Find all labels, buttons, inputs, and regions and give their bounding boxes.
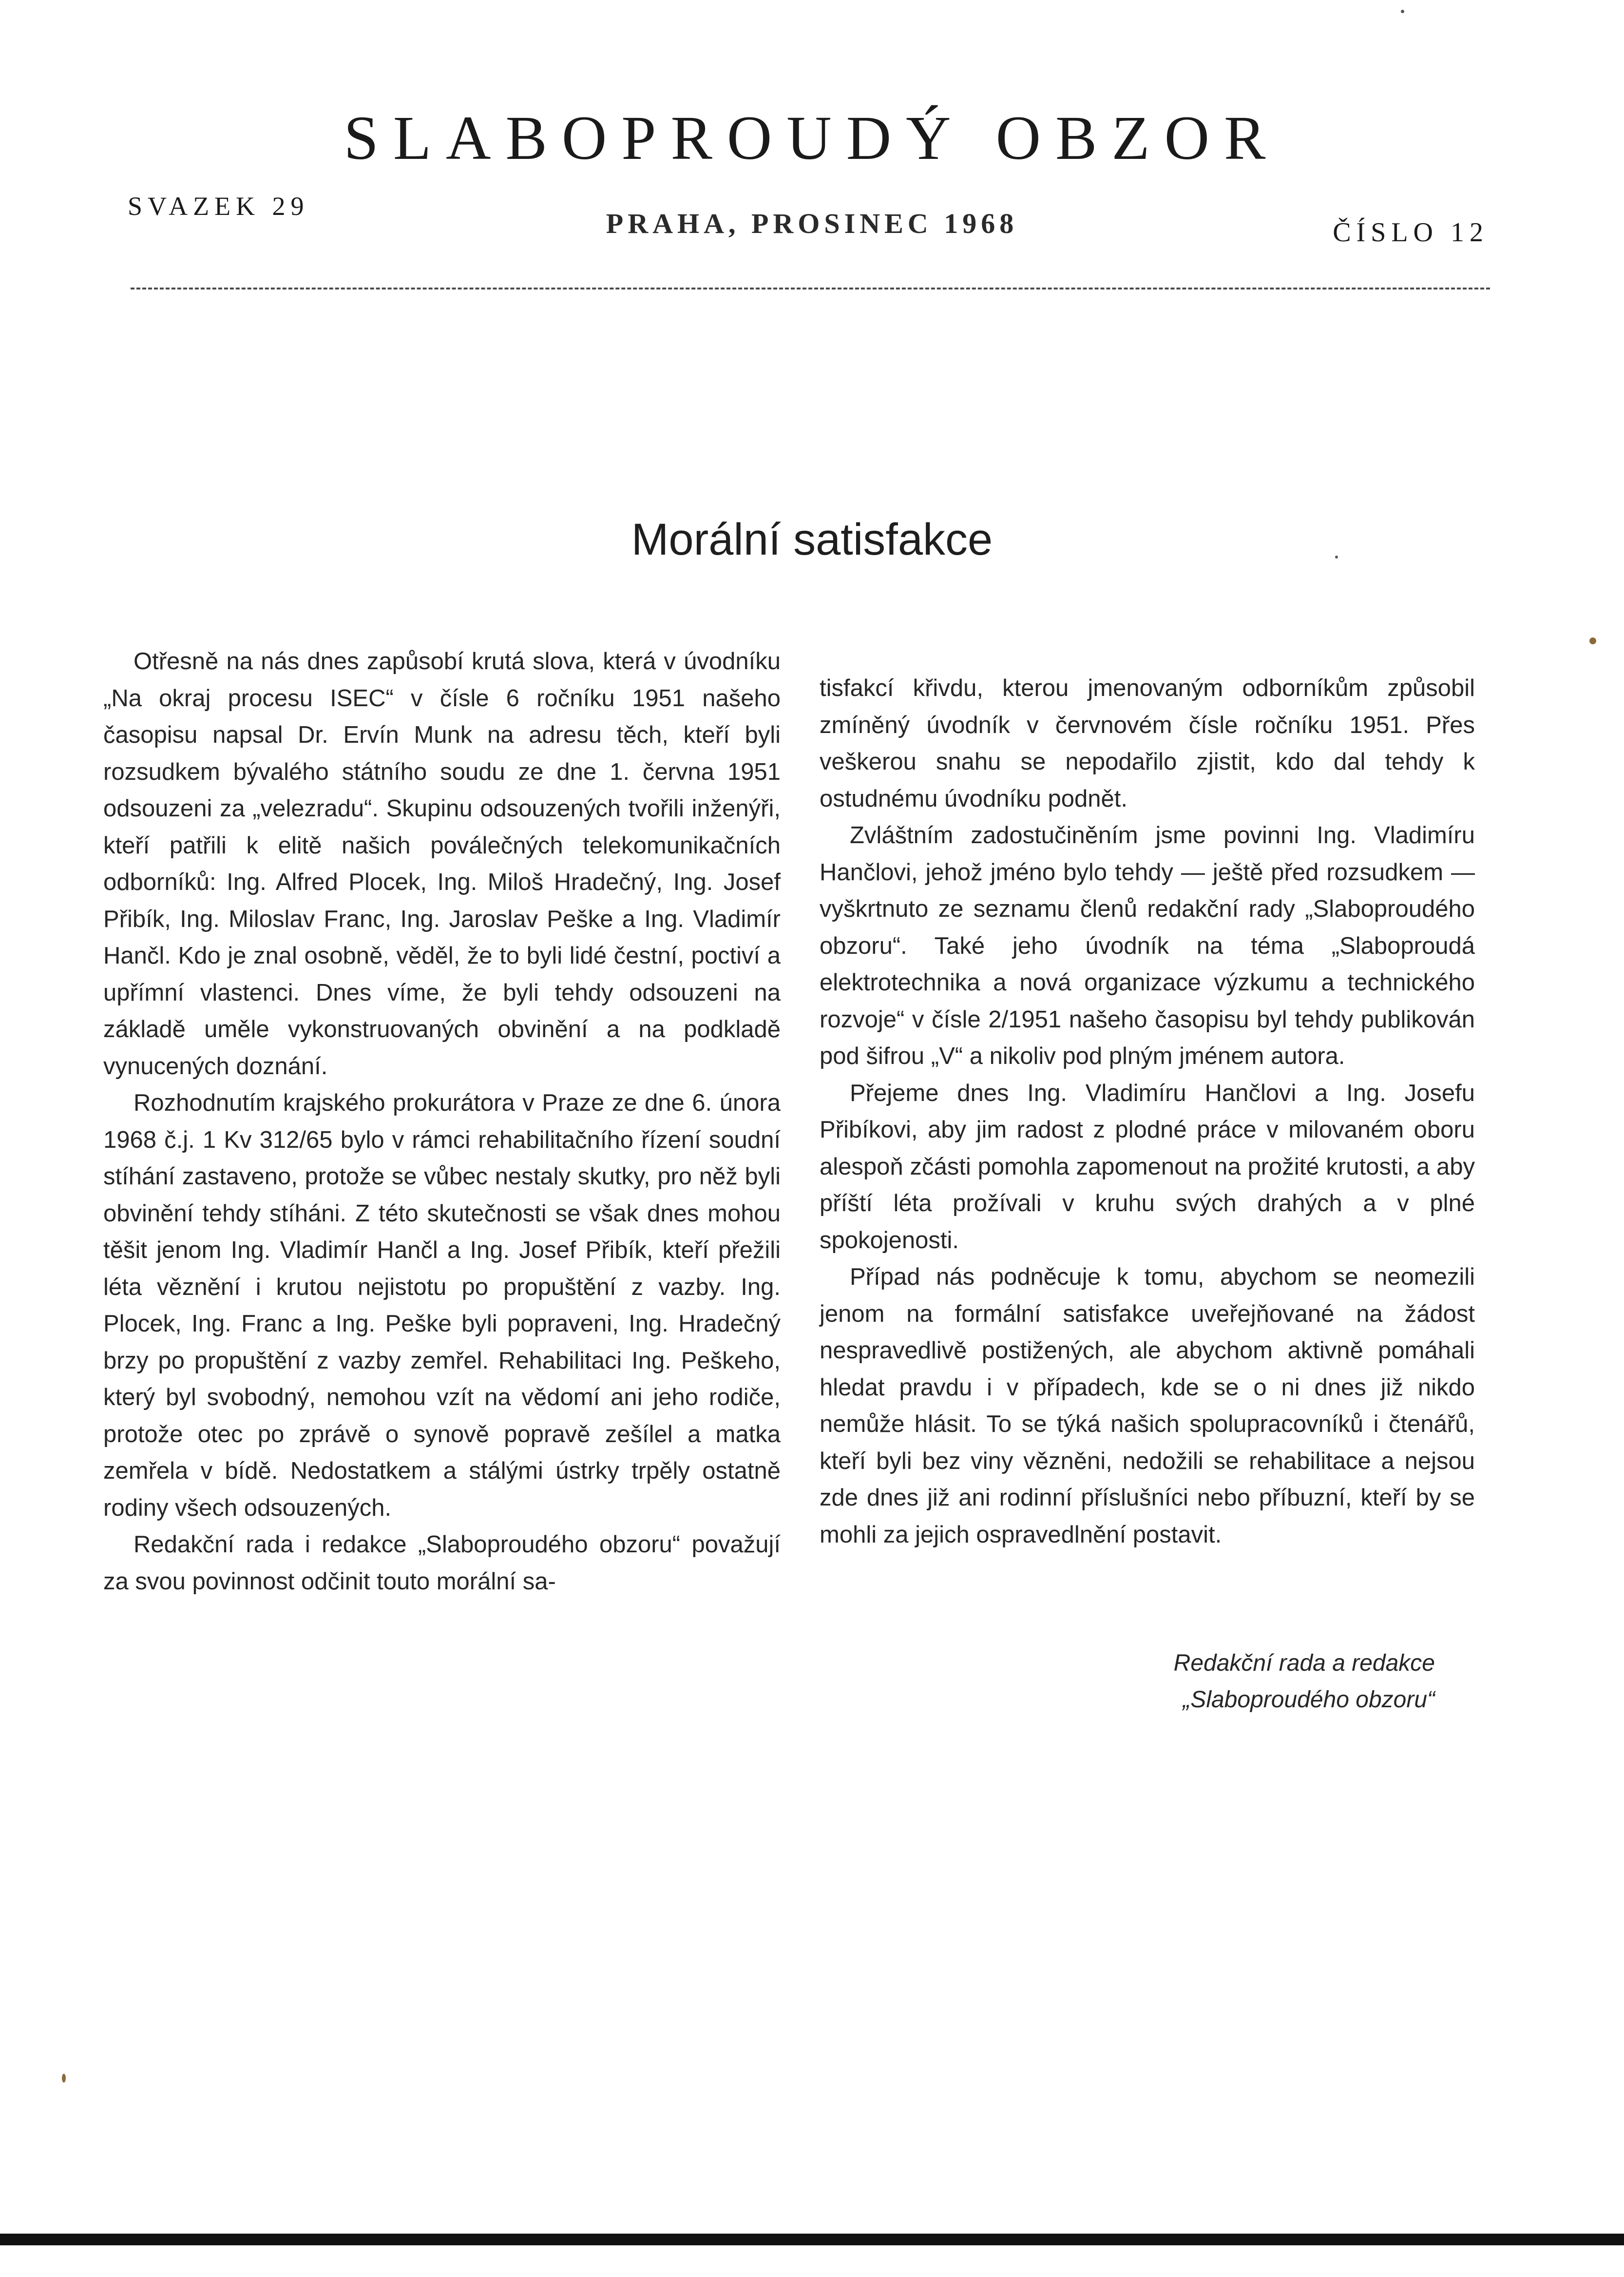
scan-speck — [1401, 10, 1404, 13]
paragraph: tisfakcí křivdu, kterou jmenovaným odborníkům způsobil zmíněný úvodník v červnovém čísle ročníku 1951. Přes veškerou snahu se nepodařilo zjistit, kdo dal tehdy k ostudnému úvodníku podnět. — [820, 675, 1475, 812]
journal-title: SLABOPROUDÝ OBZOR — [344, 103, 1280, 173]
paragraph: Zvláštním zadostučiněním jsme povinni Ing. Vladimíru Hančlovi, jehož jméno bylo tehdy — ještě před rozsudkem — vyškrtnuto ze seznamu členů redakční rady „Slaboproudého obzoru“. Také jeho úvodník na téma „Slaboproudá elektrotechnika a nová organizace výzkumu a technického rozvoje“ v čísle 2/1951 našeho časopisu byl tehdy publikován pod šifrou „V“ a nikoliv pod plným jménem autora. — [820, 822, 1475, 1069]
volume-label: SVAZEK 29 — [128, 192, 309, 221]
header-divider — [131, 288, 1490, 289]
scan-edge-bar — [0, 2234, 1624, 2245]
paragraph: Otřesně na nás dnes zapůsobí krutá slova, která v úvodníku „Na okraj procesu ISEC“ v čísle 6 ročníku 1951 našeho časopisu napsal Dr. Ervín Munk na adresu těch, kteří byli rozsudkem bývalého státního soudu ze dne 1. června 1951 odsouzeni za „velezradu“. Skupinu odsouzených tvořili inženýři, kteří patřili k elitě našich poválečných telekomunikačních odborníků: Ing. Alfred Plocek, Ing. Miloš Hradečný, Ing. Josef Přibík, Ing. Miloslav Franc, Ing. Jaroslav Peške a Ing. Vladimír Hančl. Kdo je znal osobně, věděl, že to byli lidé čestní, poctiví a upřímní vlastenci. Dnes víme, že byli tehdy odsouzeni na základě uměle vykonstruovaných obvinění a na podkladě vynucených doznání. — [103, 648, 781, 1080]
signature-line: Redakční rada a redakce — [1173, 1650, 1435, 1676]
scan-speck — [62, 2074, 66, 2083]
article-column-left — [103, 643, 781, 1600]
paragraph: Redakční rada i redakce „Slaboproudého obzoru“ považují za svou povinnost odčinit touto morální sa- — [103, 1531, 781, 1595]
scan-speck — [1335, 556, 1338, 559]
paragraph: Přejeme dnes Ing. Vladimíru Hančlovi a Ing. Josefu Přibíkovi, aby jim radost z plodné práce v milovaném oboru alespoň zčásti pomohla zapomenout na prožité krutosti, a aby příští léta prožívali v kruhu svých drahých a v plné spokojenosti. — [820, 1080, 1475, 1254]
article-column-right — [820, 670, 1475, 1553]
signature-line: „Slaboproudého obzoru“ — [1183, 1687, 1435, 1713]
issue-label: ČÍSLO 12 — [1333, 217, 1489, 248]
editorial-signature — [996, 1645, 1435, 1718]
place-date-label: PRAHA, PROSINEC 1968 — [606, 208, 1018, 239]
paragraph: Rozhodnutím krajského prokurátora v Praze ze dne 6. února 1968 č.j. 1 Kv 312/65 bylo v rámci rehabilitačního řízení soudní stíhání zastaveno, protože se vůbec nestaly skutky, pro něž byli obvinění tehdy stíháni. Z této skutečnosti se však dnes mohou těšit jenom Ing. Vladimír Hančl a Ing. Josef Přibík, kteří přežili léta věznění i krutou nejistotu po propuštění z vazby. Ing. Plocek, Ing. Franc a Ing. Peške byli popraveni, Ing. Hradečný brzy po propuštění z vazby zemřel. Rehabilitaci Ing. Peškeho, který byl svobodný, nemohou vzít na vědomí ani jeho rodiče, protože otec po zprávě o synově popravě zešílel a matka zemřela v bídě. Nedostatkem a stálými ústrky trpěly ostatně rodiny všech odsouzených. — [103, 1090, 781, 1521]
scan-speck — [1589, 637, 1596, 644]
article-title: Morální satisfakce — [631, 515, 993, 564]
paragraph: Případ nás podněcuje k tomu, abychom se neomezili jenom na formální satisfakce uveřejňované na žádost nespravedlivě postižených, ale abychom aktivně pomáhali hledat pravdu i v případech, kde se o ni dnes již nikdo nemůže hlásit. To se týká našich spolupracovníků i čtenářů, kteří byli bez viny vězněni, nedožili se rehabilitace a nejsou zde dnes již ani rodinní příslušníci nebo příbuzní, kteří by se mohli za jejich ospravedlnění postavit. — [820, 1264, 1475, 1548]
